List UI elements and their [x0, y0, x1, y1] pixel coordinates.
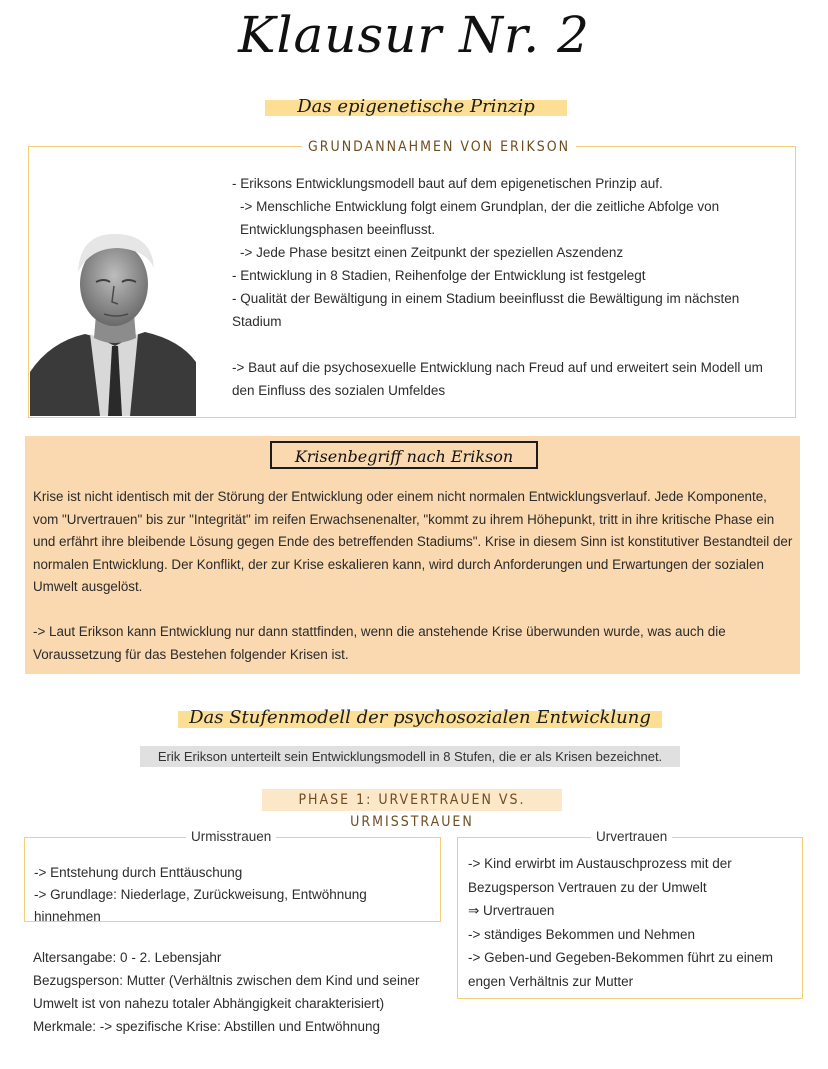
info-line: Merkmale: -> spezifische Krise: Abstillen und Entwöhnung — [33, 1019, 381, 1034]
crisis-concept-heading: Krisenbegriff nach Erikson — [270, 441, 538, 469]
info-line: Altersangabe: 0 - 2. Lebensjahr — [33, 950, 222, 965]
crisis-concept-text — [33, 486, 795, 666]
page-title: Klausur Nr. 2 — [238, 6, 590, 64]
info-line: Bezugsperson: Mutter (Verhältnis zwischen dem Kind und seiner Umwelt ist von nahezu totaler Abhängigkeit charakterisiert) — [33, 973, 420, 1011]
portrait-illustration — [30, 222, 196, 416]
trust-line: -> ständiges Bekommen und Nehmen — [468, 926, 696, 942]
assumptions-box-label: GRUNDANNAHMEN VON ERIKSON — [302, 137, 576, 157]
mistrust-line: -> Grundlage: Niederlage, Zurückweisung, Entwöhnung hinnehmen — [34, 887, 367, 924]
assumption-line: - Entwicklung in 8 Stadien, Reihenfolge der Entwicklung ist festgelegt — [232, 268, 646, 283]
trust-label: Urvertrauen — [591, 827, 672, 847]
mistrust-text — [34, 862, 434, 928]
assumption-line: - Qualität der Bewältigung in einem Stadium beeinflusst die Bewältigung im nächsten Stadium — [232, 291, 740, 329]
phase-info — [33, 946, 453, 1038]
spacer — [33, 599, 795, 621]
section-heading-stage-model — [178, 705, 662, 731]
assumption-line: - Eriksons Entwicklungsmodell baut auf dem epigenetischen Prinzip auf. — [232, 176, 663, 191]
section-heading-text: Das Stufenmodell der psychosozialen Entwicklung — [189, 707, 651, 728]
stage-model-intro: Erik Erikson unterteilt sein Entwicklungsmodell in 8 Stufen, die er als Krisen bezeichnet. — [140, 746, 680, 767]
trust-text — [468, 852, 798, 993]
trust-line: -> Kind erwirbt im Austauschprozess mit der Bezugsperson Vertrauen zu der Umwelt — [468, 856, 732, 895]
assumptions-text — [232, 172, 780, 402]
assumption-line: -> Baut auf die psychosexuelle Entwicklung nach Freud auf und erweitert sein Modell um den Einfluss des sozialen Umfeldes — [232, 360, 763, 398]
section-heading-epigenetic-principle — [265, 95, 567, 119]
crisis-paragraph: -> Laut Erikson kann Entwicklung nur dann stattfinden, wenn die anstehende Krise überwunden wurde, was auch die Voraussetzung für das Bestehen folgender Krisen ist. — [33, 623, 726, 662]
assumption-line: -> Menschliche Entwicklung folgt einem Grundplan, der die zeitliche Abfolge von Entwicklungsphasen beeinflusst. — [240, 199, 720, 237]
trust-line: ⇒ Urvertrauen — [468, 903, 555, 918]
trust-line: -> Geben-und Gegeben-Bekommen führt zu einem engen Verhältnis zur Mutter — [468, 950, 774, 989]
assumption-line: -> Jede Phase besitzt einen Zeitpunkt der speziellen Aszendenz — [240, 245, 624, 260]
erikson-portrait-image — [30, 222, 196, 416]
section-heading-text: Das epigenetische Prinzip — [297, 96, 535, 117]
crisis-paragraph: Krise ist nicht identisch mit der Störung der Entwicklung oder einem nicht normalen Entwicklungsverlauf. Jede Komponente, vom "Urvertrauen" bis zur "Integrität" im reifen Erwachsenenalter, "kommt zu ihrem Höhepunkt, tritt in ihre kritische Phase ein und erfährt ihre bleibende Lösung gegen Ende des betreffenden Stadiums". Krise in diesem Sinn ist konstitutiver Bestandteil der normalen Entwicklung. Der Konflikt, der zur Krise eskalieren kann, wird durch Anforderungen und Erwartungen der sozialen Umwelt ausgelöst. — [33, 489, 793, 595]
mistrust-label: Urmisstrauen — [186, 827, 276, 847]
mistrust-line: -> Entstehung durch Enttäuschung — [34, 865, 243, 880]
phase-label: PHASE 1: URVERTRAUEN VS. URMISSTRAUEN — [262, 789, 562, 811]
spacer — [232, 333, 780, 356]
